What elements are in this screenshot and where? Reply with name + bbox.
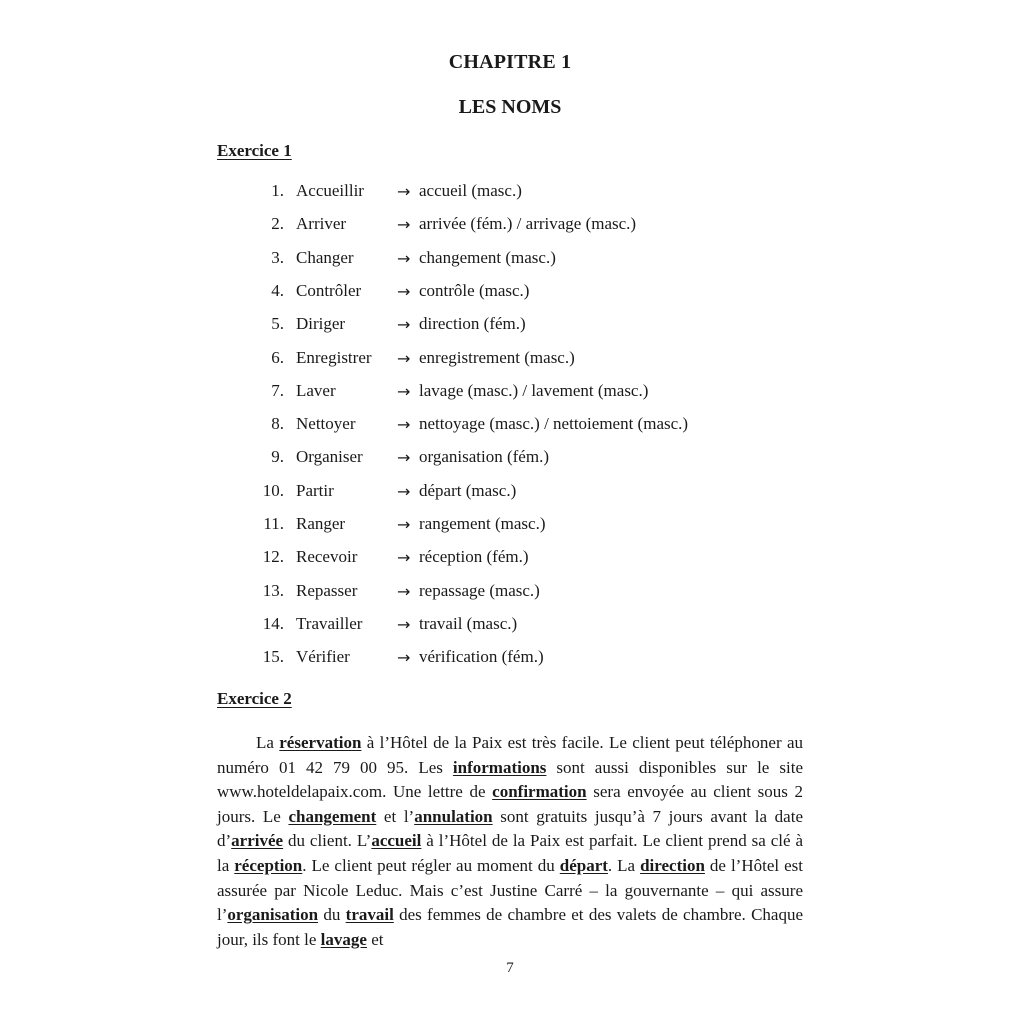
- highlighted-noun: arrivée: [231, 831, 284, 851]
- highlighted-noun: changement: [288, 806, 377, 826]
- highlighted-noun: organisation: [227, 905, 319, 925]
- item-verb: Nettoyer: [296, 414, 356, 434]
- item-noun: lavage (masc.) / lavement (masc.): [419, 380, 649, 400]
- arrow-right-icon: →: [397, 548, 411, 568]
- item-number: 14.: [262, 613, 284, 633]
- item-verb: Enregistrer: [296, 347, 372, 367]
- item-noun: repassage (masc.): [419, 580, 540, 600]
- section-title: LES NOMS: [458, 96, 562, 118]
- item-noun: rangement (masc.): [419, 514, 546, 533]
- exercise-2-heading: Exercice 2: [217, 689, 292, 708]
- arrow-right-icon: →: [397, 515, 411, 534]
- highlighted-noun: travail: [345, 905, 394, 925]
- item-number: 11.: [263, 514, 284, 533]
- item-number: 9.: [271, 447, 284, 467]
- item-verb: Laver: [296, 380, 336, 400]
- item-number: 15.: [262, 647, 284, 667]
- item-number: 8.: [271, 414, 284, 434]
- arrow-right-icon: →: [397, 182, 411, 201]
- highlighted-noun: informations: [452, 757, 547, 777]
- item-noun: organisation (fém.): [419, 447, 549, 467]
- arrow-right-icon: →: [397, 614, 411, 634]
- item-verb: Changer: [296, 247, 354, 267]
- item-noun: direction (fém.): [419, 314, 526, 334]
- arrow-right-icon: →: [397, 248, 411, 268]
- arrow-right-icon: →: [397, 415, 411, 435]
- item-noun: contrôle (masc.): [419, 280, 530, 300]
- highlighted-noun: réservation: [279, 733, 362, 752]
- highlighted-noun: réception: [234, 855, 303, 875]
- item-number: 5.: [271, 314, 284, 334]
- item-verb: Recevoir: [296, 547, 358, 567]
- item-verb: Arriver: [296, 214, 347, 234]
- arrow-right-icon: →: [397, 381, 411, 401]
- item-number: 1.: [271, 181, 284, 200]
- item-number: 6.: [271, 347, 284, 367]
- arrow-right-icon: →: [397, 448, 411, 468]
- item-number: 4.: [271, 280, 284, 300]
- item-noun: arrivée (fém.) / arrivage (masc.): [419, 214, 637, 234]
- item-noun: enregistrement (masc.): [419, 347, 575, 367]
- item-number: 2.: [271, 214, 284, 234]
- arrow-right-icon: →: [397, 581, 411, 601]
- item-verb: Partir: [296, 480, 334, 500]
- exercise-1-heading: Exercice 1: [217, 141, 292, 160]
- item-verb: Accueillir: [296, 181, 364, 200]
- arrow-right-icon: →: [397, 281, 411, 301]
- item-verb: Organiser: [296, 447, 363, 467]
- item-verb: Travailler: [296, 613, 363, 633]
- highlighted-noun: lavage: [320, 929, 367, 949]
- arrow-right-icon: →: [397, 481, 411, 501]
- highlighted-noun: annulation: [414, 806, 493, 826]
- arrow-right-icon: →: [397, 348, 411, 368]
- item-number: 12.: [262, 547, 284, 567]
- highlighted-noun: confirmation: [492, 782, 587, 802]
- highlighted-noun: direction: [640, 855, 705, 875]
- item-noun: travail (masc.): [419, 613, 518, 633]
- arrow-right-icon: →: [397, 648, 411, 668]
- highlighted-noun: départ: [559, 855, 608, 875]
- item-noun: changement (masc.): [419, 247, 556, 267]
- page-number: 7: [506, 960, 514, 976]
- item-verb: Vérifier: [296, 647, 350, 667]
- item-noun: nettoyage (masc.) / nettoiement (masc.): [419, 414, 689, 434]
- item-number: 3.: [271, 247, 284, 267]
- item-verb: Diriger: [296, 314, 346, 334]
- highlighted-noun: accueil: [371, 831, 422, 851]
- item-number: 7.: [271, 380, 284, 400]
- item-verb: Repasser: [296, 580, 358, 600]
- arrow-right-icon: →: [397, 215, 411, 235]
- item-number: 13.: [262, 580, 284, 600]
- chapter-title: CHAPITRE 1: [448, 51, 572, 73]
- item-verb: Ranger: [296, 514, 346, 533]
- exercise-2-paragraph: La réservation à l’Hôtel de la Paix est très facile. Le client peut téléphoner au numéro 01 42 79 00 95. Les informations sont aussi disponibles sur le site www.hoteldelapaix.com. Une lettre de confirmation sera envoyée au client sous 2 jours. Le changement et l’annulation sont gratuits jusqu’à 7 jours avant la date d’arrivée du client. L’accueil à l’Hôtel de la Paix est parfait. Le client prend sa clé à la réception. Le client peut régler au moment du départ. La direction de l’Hôtel est assurée par Nicole Leduc. Mais c’est Justine Carré – la gouvernante – qui assure l’organisation du travail des femmes de chambre et des valets de chambre. Chaque jour, ils font le lavage et: [217, 733, 804, 949]
- item-noun: accueil (masc.): [419, 181, 522, 200]
- item-noun: vérification (fém.): [419, 647, 544, 667]
- item-number: 10.: [262, 480, 284, 500]
- item-noun: réception (fém.): [419, 547, 529, 567]
- item-verb: Contrôler: [296, 280, 362, 300]
- arrow-right-icon: →: [397, 315, 411, 335]
- item-noun: départ (masc.): [419, 480, 517, 500]
